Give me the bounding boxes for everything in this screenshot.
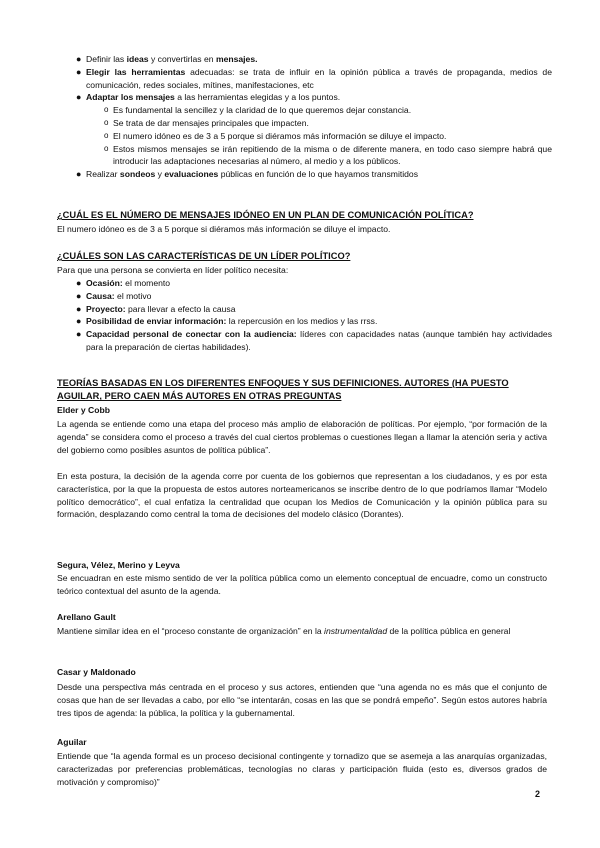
bullet-icon: ● [76, 169, 82, 180]
subbullet-icon: o [104, 105, 109, 115]
bullet-icon: ● [76, 290, 82, 301]
list-item: ● Causa: el motivo [76, 290, 152, 301]
page-number: 2 [535, 789, 541, 799]
section-heading-lider: ¿CUÁLES SON LAS CARACTERÍSTICAS DE UN LÍDER POLÍTICO? [57, 251, 351, 261]
bullet-icon: ● [76, 54, 82, 64]
list-item: ● Realizar sondeos y evaluaciones públicas en función de lo que hayamos transmitidos [76, 169, 419, 180]
list-item: ● Capacidad personal de conectar con la audiencia: líderes con capacidades natas (aunque también hay actividades para la preparación de ciertas habilidades). [76, 329, 553, 352]
top-bullet-list [76, 53, 552, 181]
author-name: Elder y Cobb [57, 405, 111, 415]
author-name: Arellano Gault [57, 612, 116, 622]
author-name: Aguilar [57, 737, 87, 747]
author-paragraph: Se encuadran en este mismo sentido de ver la política pública como un elemento conceptual de encuadre, como un constructo teórico contextual del asunto de la agenda. [57, 573, 547, 596]
list-item: o Se trata de dar mensajes principales que impacten. [104, 117, 309, 128]
list-item: o Es fundamental la sencillez y la claridad de lo que queremos dejar constancia. [104, 105, 412, 116]
bullet-icon: ● [76, 92, 82, 103]
subbullet-icon: o [104, 130, 109, 140]
author-paragraph: La agenda se entiende como una etapa del proceso más amplio de elaboración de políticas. Por ejemplo, “por formación de la agenda” se considera como el proceso a través del cual ciertos problemas o cuestiones llegan a llamar la atención seria y activa del gobierno como posibles asuntos de política pública”. [57, 419, 547, 455]
list-item: ● Ocasión: el momento [76, 278, 171, 288]
list-item: o El numero idóneo es de 3 a 5 porque si diéramos más información se diluye el impacto. [104, 130, 447, 141]
bullet-icon: ● [76, 329, 82, 340]
bullet-icon: ● [76, 66, 82, 77]
leader-traits-list [76, 277, 552, 354]
bullet-icon: ● [76, 316, 82, 327]
list-item: ● Posibilidad de enviar información: la repercusión en los medios y las rrss. [76, 316, 378, 327]
section-heading-mensajes: ¿CUÁL ES EL NÚMERO DE MENSAJES IDÓNEO EN UN PLAN DE COMUNICACIÓN POLÍTICA? [57, 210, 474, 220]
list-item: ● Definir las ideas y convertirlas en mensajes. [76, 54, 258, 64]
section-heading-teorias: TEORÍAS BASADAS EN LOS DIFERENTES ENFOQUES Y SUS DEFINICIONES. AUTORES (HA PUESTO AGUILAR, PERO CAEN MÁS AUTORES EN OTRAS PREGUNTAS [57, 378, 509, 401]
author-name: Casar y Maldonado [57, 667, 136, 677]
author-name: Segura, Vélez, Merino y Leyva [57, 560, 180, 570]
list-item: o Estos mismos mensajes se irán repitiendo de la misma o de diferente manera, en todo caso siempre habrá que introducir las adaptaciones necesarias al número, al medio y a los públicos. [104, 143, 552, 167]
subbullet-icon: o [104, 143, 109, 153]
bullet-icon: ● [76, 278, 82, 288]
list-item: ● Adaptar los mensajes a las herramientas elegidas y a los puntos. [76, 92, 341, 103]
sub-bullet-list [104, 104, 552, 168]
section-text-mensajes: El numero idóneo es de 3 a 5 porque si diéramos más información se diluye el impacto. [57, 224, 391, 234]
subbullet-icon: o [104, 117, 109, 127]
author-paragraph: Mantiene similar idea en el “proceso constante de organización” en la instrumentalidad de la política pública en general [57, 626, 511, 636]
author-paragraph: Desde una perspectiva más centrada en el proceso y sus actores, entienden que “una agenda no es más que el conjunto de cosas que han de ser llevadas a cabo, por ello “se intentarán, cosas en las que se pondrá empeño”. Según estos autores habría tres tipos de agenda: la pública, la política y la gubernamental. [57, 682, 547, 718]
author-paragraph: Entiende que “la agenda formal es un proceso decisional contingente y tornadizo que se asemeja a las anarquías organizadas, caracterizadas por preferencias problemáticas, tecnologías no claras y participación fluida (esto es, diversos grados de motivación y compromiso)” [57, 751, 547, 787]
list-item: ● Elegir las herramientas adecuadas: se trata de influir en la opinión pública a través de propaganda, medios de comunicación, redes sociales, mítines, manifestaciones, etc [76, 66, 552, 90]
list-item: ● Proyecto: para llevar a efecto la causa [76, 303, 236, 314]
author-paragraph: En esta postura, la decisión de la agenda corre por cuenta de los gobiernos que representan a los ciudadanos, y es por esta característica, por la que la propuesta de estos autores norteamericanos se inscribe dentro de lo que podríamos llamar “Modelo político democrático”, el cual enfatiza la centralidad que ocupan los Medios de Comunicación y la opinión pública para su formación, desplazando como central la toma de decisiones del modelo clásico (Dorantes). [57, 471, 547, 520]
section-intro-lider: Para que una persona se convierta en líder político necesita: [57, 265, 289, 275]
bullet-icon: ● [76, 303, 82, 314]
